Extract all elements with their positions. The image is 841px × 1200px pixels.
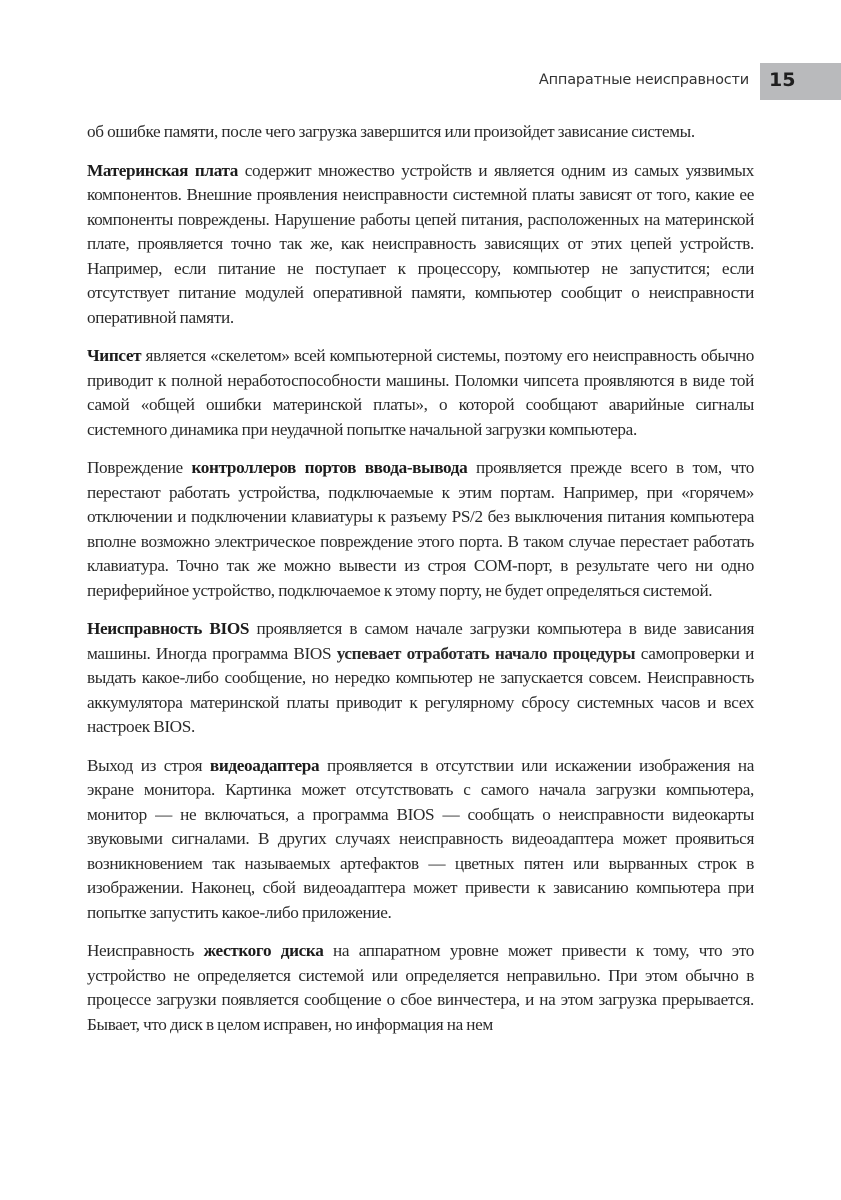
term-motherboard: Материнская плата — [87, 160, 239, 180]
text-segment: об ошибке памяти, после чего загрузка завершится или произойдет зависание системы. — [87, 122, 695, 141]
page-number-box — [760, 63, 841, 100]
running-title: Аппаратные неисправности — [538, 72, 749, 88]
text-segment: Выход из строя — [87, 755, 210, 775]
text-segment: на аппаратном уровне может привести к тому, что это устройство не определяется системой или определяется неправильно. При этом обычно в процессе загрузки появляется сообщение о сбое винчестера, и на этом загрузка прерывается. Бывает, что диск в целом исправен, но информация на нем — [87, 941, 754, 1034]
text-segment: содержит множество устройств и является одним из самых уязвимых компонентов. Внешние проявления неисправности системной платы зависят от того, какие ее компоненты повреждены. Нарушение работы цепей питания, расположенных на материнской плате, проявляется точно так же, как неисправность зависящих от этих цепей устройств. Например, если питание не поступает к процессору, компьютер не запустится; если отсутствует питание модулей оперативной памяти, компьютер сообщит о неисправности оперативной памяти. — [87, 160, 755, 327]
page-header — [0, 63, 841, 100]
paragraph-hard-disk — [87, 939, 754, 1037]
term-bios: Неисправность BIOS — [87, 619, 250, 638]
paragraph-motherboard — [87, 159, 754, 331]
paragraph-chipset — [87, 344, 754, 442]
text-segment: проявляется прежде всего в том, что перестают работать устройства, подключаемые к этим портам. Например, при «горячем» отключении и подключении клавиатуры к разъему PS/2 без выключения питания компьютера вполне возможно электрическое повреждение этого порта. В таком случае перестает работать клавиатура. Точно так же можно вывести из строя COM-порт, в результате чего ни одно периферийное устройство, подключаемое к этому порту, не будет определяться системой. — [87, 458, 754, 600]
paragraph-video-adapter — [87, 754, 754, 926]
text-segment: самопроверки и выдать какое-либо сообщение, но нередко компьютер не запускается совсем. Неисправность аккумулятора материнской платы приводит к регулярному сбросу системных часов и всех настроек BIOS. — [87, 643, 755, 736]
term-hard-disk: жесткого диска — [203, 941, 324, 960]
text-segment: Неисправность — [87, 941, 204, 960]
term-video-adapter: видеоадаптера — [209, 755, 320, 775]
paragraph-io-controllers — [87, 456, 754, 603]
emphasis-segment: успевает отработать начало процедуры — [336, 643, 636, 663]
paragraph-continuation — [87, 120, 754, 145]
term-io-controllers: контроллеров портов ввода-вывода — [191, 458, 468, 477]
term-chipset: Чипсет — [87, 346, 142, 365]
text-segment: проявляется в самом начале загрузки компьютера в виде зависания машины. Иногда программа BIOS — [87, 619, 754, 663]
page-number: 15 — [769, 69, 796, 91]
paragraph-bios — [87, 617, 754, 740]
text-segment: является «скелетом» всей компьютерной системы, поэтому его неисправность обычно приводит к полной неработоспособности машины. Поломки чипсета проявляются в виде той самой «общей ошибки материнской платы», о которой сообщают аварийные сигналы системного динамика при неудачной попытке начальной загрузки компьютера. — [87, 346, 754, 439]
body-text — [87, 120, 754, 1051]
text-segment: Повреждение — [87, 458, 192, 477]
text-segment: проявляется в отсутствии или искажении изображения на экране монитора. Картинка может отсутствовать с самого начала загрузки компьютера, монитор — не включаться, а программа BIOS — сообщать о неисправности видеокарты звуковыми сигналами. В других случаях неисправность видеоадаптера может проявиться возникновением так называемых артефактов — цветных пятен или вырванных строк в изображении. Наконец, сбой видеоадаптера может привести к зависанию компьютера при попытке запустить какое-либо приложение. — [87, 755, 754, 922]
